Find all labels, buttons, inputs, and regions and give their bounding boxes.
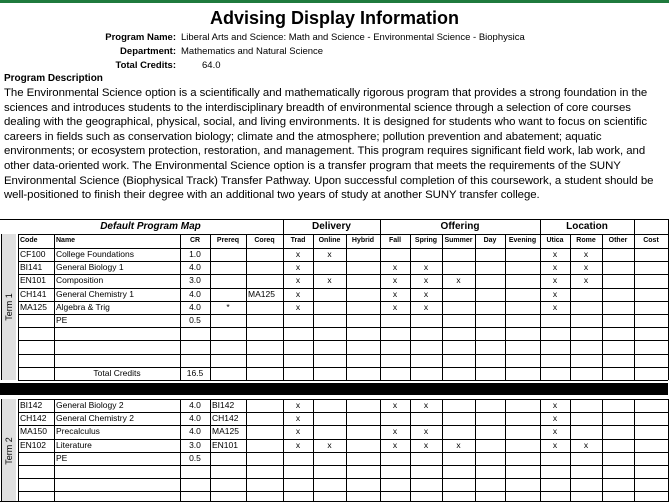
check-mark: x (583, 439, 589, 450)
check-mark: x (392, 275, 398, 286)
cell-name: Precalculus (56, 426, 100, 437)
group-delivery: Delivery (312, 221, 351, 232)
check-mark: x (295, 262, 301, 273)
cell-code: CF100 (20, 249, 46, 259)
column-header-coreq: Coreq (254, 237, 275, 244)
cell-name: Composition (56, 275, 104, 286)
grid-line (313, 234, 314, 380)
column-header-day: Day (483, 237, 497, 244)
term-2-label-text: Term 2 (4, 436, 15, 465)
meta-value: Liberal Arts and Science: Math and Science - Environmental Science - Biophysica (181, 32, 525, 43)
cell-prereq: EN101 (212, 439, 238, 450)
grid-line (246, 399, 247, 502)
check-mark: x (392, 301, 398, 312)
grid-line (380, 234, 381, 380)
check-mark: x (392, 426, 398, 437)
meta-label: Program Name: (105, 32, 176, 43)
grid-line (180, 234, 181, 380)
cell-code: EN101 (20, 275, 46, 286)
column-header-other: Other (608, 237, 628, 244)
column-header-fall: Fall (388, 237, 402, 244)
column-header-cr: CR (189, 237, 201, 244)
description-text: The Environmental Science option is a scientifically and mathematically rigorous program that provides a strong foundation in the sciences and introduces students to the interdisciplinary breadth of environmental science through a selection of core courses dealing with the geographical, physical, social, and living environments. It is designed for students who want to focus on scientific careers in fields such as conservation biology; climate and the atmosphere; pollution prevention and abatement; aquatic environments; or ecosystem protection, restoration, and management. This program requires significant field work, lab work, and other data-oriented work. The Environmental Science option is a transfer program that meets the requirements of the SUNY Environmental Science (Biophysical Track) Transfer Pathway. Upon successful completion of this coursework, a student should be well-positioned to finish their degree with an additional two years of study at another SUNY transfer college. (4, 87, 654, 202)
total-credits-label: Total Credits (93, 367, 141, 378)
check-mark: x (552, 413, 558, 424)
check-mark: x (295, 301, 301, 312)
check-mark: x (295, 249, 301, 259)
column-header-name: Name (56, 237, 76, 244)
grid-line (475, 399, 476, 502)
cell-cr: 0.5 (189, 452, 201, 463)
cell-code: BI141 (20, 262, 43, 273)
check-mark: x (295, 413, 301, 424)
grid-line (475, 234, 476, 380)
cell-prereq: BI142 (212, 400, 235, 410)
check-mark: x (295, 426, 301, 437)
check-mark: x (295, 275, 301, 286)
grid-line (18, 234, 19, 380)
check-mark: x (327, 249, 332, 259)
meta-label: Total Credits: (115, 60, 176, 71)
cell-name: General Biology 2 (56, 400, 124, 410)
cell-code: BI142 (20, 400, 43, 410)
cell-cr: 0.5 (189, 315, 201, 325)
cell-name: Literature (56, 439, 92, 450)
term-separator-bar (0, 383, 668, 395)
group-offering: Offering (440, 221, 480, 232)
column-header-online: Online (318, 237, 341, 244)
page-title: Advising Display Information (209, 8, 460, 28)
column-header-cost: Cost (643, 237, 659, 244)
meta-value: Mathematics and Natural Science (181, 46, 324, 57)
cell-cr: 4.0 (189, 288, 201, 299)
check-mark: x (392, 262, 398, 273)
column-header-utica: Utica (546, 237, 564, 244)
grid-line (570, 234, 571, 380)
grid-line (283, 234, 284, 380)
cell-name: PE (56, 315, 68, 325)
column-header-trad: Trad (290, 237, 306, 244)
grid-line (505, 234, 506, 380)
cell-name: General Chemistry 1 (56, 288, 134, 299)
grid-line (210, 234, 211, 380)
grid-line (346, 399, 347, 502)
grid-line (540, 399, 541, 502)
cell-cr: 4.0 (189, 426, 201, 437)
grid-line (634, 399, 635, 502)
check-mark: x (583, 275, 589, 286)
cell-cr: 4.0 (189, 413, 201, 424)
check-mark: x (295, 400, 301, 410)
cell-code: CH142 (20, 413, 47, 424)
check-mark: x (392, 439, 398, 450)
grid-line (18, 399, 19, 502)
grid-line (540, 234, 541, 380)
check-mark: x (392, 400, 398, 410)
grid-line (442, 234, 443, 380)
grid-line (410, 399, 411, 502)
grid-line (380, 399, 381, 502)
group-location: Location (566, 221, 608, 232)
cell-code: MA150 (20, 426, 47, 437)
grid-line (54, 234, 55, 380)
check-mark: x (295, 439, 301, 450)
check-mark: x (552, 288, 558, 299)
term-1-label-text: Term 1 (4, 293, 15, 321)
check-mark: x (423, 426, 429, 437)
check-mark: x (583, 262, 589, 273)
column-header-summer: Summer (444, 237, 473, 244)
cell-cr: 4.0 (189, 262, 201, 273)
grid-line (634, 234, 635, 380)
grid-line (1, 399, 2, 502)
grid-line (246, 234, 247, 380)
check-mark: x (552, 249, 558, 259)
grid-line (505, 399, 506, 502)
grid-line (442, 399, 443, 502)
check-mark: x (583, 249, 589, 259)
grid-line (283, 219, 284, 234)
cell-coreq: MA125 (248, 288, 275, 299)
term-2-label (2, 399, 16, 502)
grid-line (380, 219, 381, 234)
grid-line (570, 399, 571, 502)
grid-line (1, 234, 2, 380)
cell-name: College Foundations (56, 249, 134, 259)
grid-line (346, 234, 347, 380)
grid-line (210, 399, 211, 502)
top-accent-rule (0, 0, 669, 3)
cell-code: MA125 (20, 301, 47, 312)
check-mark: x (423, 262, 429, 273)
check-mark: x (552, 275, 558, 286)
cell-prereq: CH142 (212, 413, 239, 424)
cell-prereq: MA125 (212, 426, 239, 437)
grid-line (540, 219, 541, 234)
cell-code: CH141 (20, 288, 47, 299)
group-default-program-map: Default Program Map (100, 221, 201, 232)
column-header-hybrid: Hybrid (351, 237, 375, 244)
column-header-code: Code (20, 237, 38, 244)
column-header-evening: Evening (508, 237, 537, 244)
check-mark: x (456, 275, 461, 286)
check-mark: x (392, 288, 398, 299)
grid-line (283, 399, 284, 502)
check-mark: x (552, 439, 558, 450)
grid-line (313, 399, 314, 502)
cell-name: PE (56, 452, 68, 463)
grid-line (54, 399, 55, 502)
cell-cr: 3.0 (189, 439, 201, 450)
total-credits-value: 16.5 (186, 367, 204, 378)
grid-line (634, 219, 635, 234)
cell-prereq: * (226, 301, 230, 312)
grid-line (410, 234, 411, 380)
check-mark: x (552, 426, 558, 437)
grid-line (180, 399, 181, 502)
term-1-label (2, 234, 16, 380)
check-mark: x (552, 400, 558, 410)
check-mark: x (456, 439, 461, 450)
column-header-rome: Rome (576, 237, 596, 244)
check-mark: x (423, 301, 429, 312)
cell-cr: 1.0 (189, 249, 201, 259)
grid-line (602, 399, 603, 502)
grid-line (602, 234, 603, 380)
column-header-prereq: Prereq (216, 237, 240, 244)
check-mark: x (423, 275, 429, 286)
cell-cr: 4.0 (189, 301, 201, 312)
check-mark: x (423, 288, 429, 299)
cell-cr: 3.0 (189, 275, 201, 286)
check-mark: x (552, 301, 558, 312)
cell-name: General Chemistry 2 (56, 413, 134, 424)
cell-name: Algebra & Trig (56, 301, 110, 312)
cell-code: EN102 (20, 439, 46, 450)
column-header-spring: Spring (414, 237, 438, 244)
check-mark: x (327, 275, 332, 286)
grid-line (0, 219, 668, 220)
check-mark: x (295, 288, 301, 299)
cell-name: General Biology 1 (56, 262, 124, 273)
description-heading: Program Description (4, 73, 103, 84)
check-mark: x (552, 262, 558, 273)
meta-label: Department: (120, 46, 176, 57)
meta-value: 64.0 (202, 60, 221, 71)
check-mark: x (327, 439, 332, 450)
cell-cr: 4.0 (189, 400, 201, 410)
grid-line (18, 380, 668, 381)
check-mark: x (423, 439, 429, 450)
check-mark: x (423, 400, 429, 410)
